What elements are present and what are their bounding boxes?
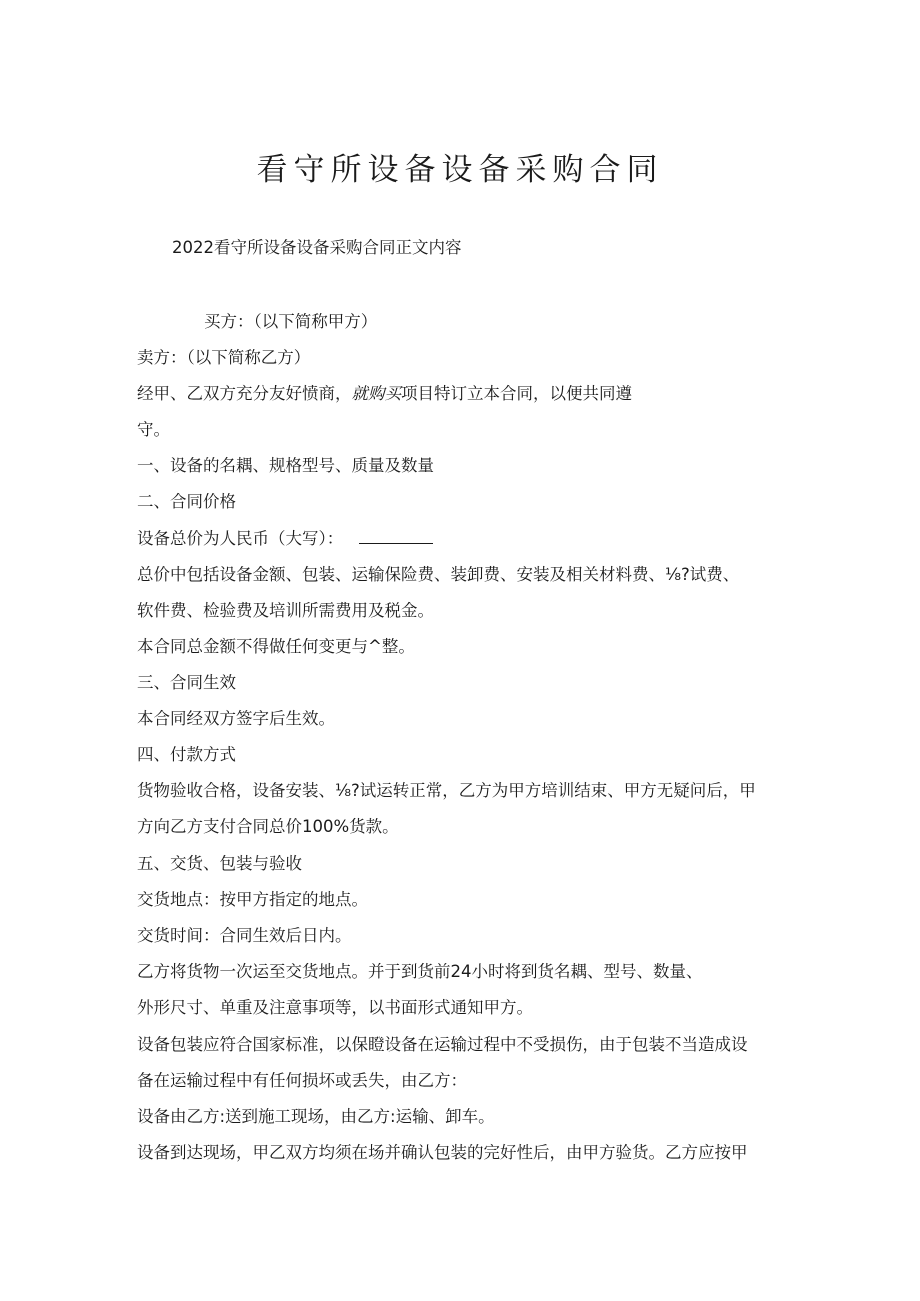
price-fixed-line: 本合同总金额不得做任何变更与^整。	[137, 637, 415, 656]
section-heading-3: 三、合同生效	[137, 673, 236, 692]
section-heading-2: 二、合同价格	[137, 492, 236, 511]
section-heading-1: 一、设备的名耦、规格型号、质量及数量	[137, 456, 434, 475]
seller-line: 卖方：（以下简称乙方）	[137, 348, 311, 367]
packaging-line-1: 设备包装应符合国家标准，以保瞪设备在运输过程中不受损伤，由于包装不当造成设	[137, 1035, 748, 1054]
document-subtitle: 2022看守所设备设备采购合同正文内容	[172, 238, 462, 257]
packaging-line-2: 备在运输过程中有任何损坏或丢失，由乙方：	[137, 1071, 467, 1090]
price-detail-line-2: 软件费、检验费及培训所需费用及税金。	[137, 601, 434, 620]
section-heading-5: 五、交货、包装与验收	[137, 854, 302, 873]
inspection-line: 设备到达现场，甲乙双方均须在场并确认包装的完好性后，由甲方验货。乙方应按甲	[137, 1143, 748, 1162]
price-label: 设备总价为人民币（大写）：	[137, 529, 344, 548]
price-paragraph	[137, 527, 433, 551]
deliver-line: 设备由乙方:送到施工现场，由乙方:运输、卸车。	[137, 1107, 495, 1126]
delivery-place-line: 交货地点：按甲方指定的地点。	[137, 890, 368, 909]
document-title: 看守所设备设备采购合同	[256, 152, 664, 188]
notify-line-2: 外形尺寸、单重及注意事项等，以书面形式通知甲方。	[137, 998, 533, 1017]
payment-line-2: 方向乙方支付合同总价100%货款。	[137, 817, 399, 836]
intro-paragraph	[137, 382, 632, 406]
intro-paragraph-end: 守。	[137, 420, 170, 439]
effect-line: 本合同经双方签字后生效。	[137, 709, 335, 728]
notify-line-1: 乙方将货物一次运至交货地点。并于到货前24小时将到货名耦、型号、数量、	[137, 962, 703, 981]
section-heading-4: 四、付款方式	[137, 745, 236, 764]
intro-text-a: 经甲、乙双方充分友好愤商，	[137, 384, 352, 403]
price-detail-line-1: 总价中包括设备金额、包装、运输保险费、装卸费、安装及相关材料费、⅛?试费、	[137, 565, 740, 584]
intro-text-b: 就购买	[351, 384, 401, 403]
price-blank	[359, 527, 433, 544]
payment-line-1: 货物验收合格，设备安装、⅛?试运转正常，乙方为甲方培训结束、甲方无疑问后，甲	[137, 781, 756, 800]
intro-text-c: 项目特订立本合同，以便共同遵	[401, 384, 632, 403]
delivery-time-line: 交货时间：合同生效后日内。	[137, 926, 352, 945]
buyer-line: 买方：（以下简称甲方）	[204, 312, 378, 331]
